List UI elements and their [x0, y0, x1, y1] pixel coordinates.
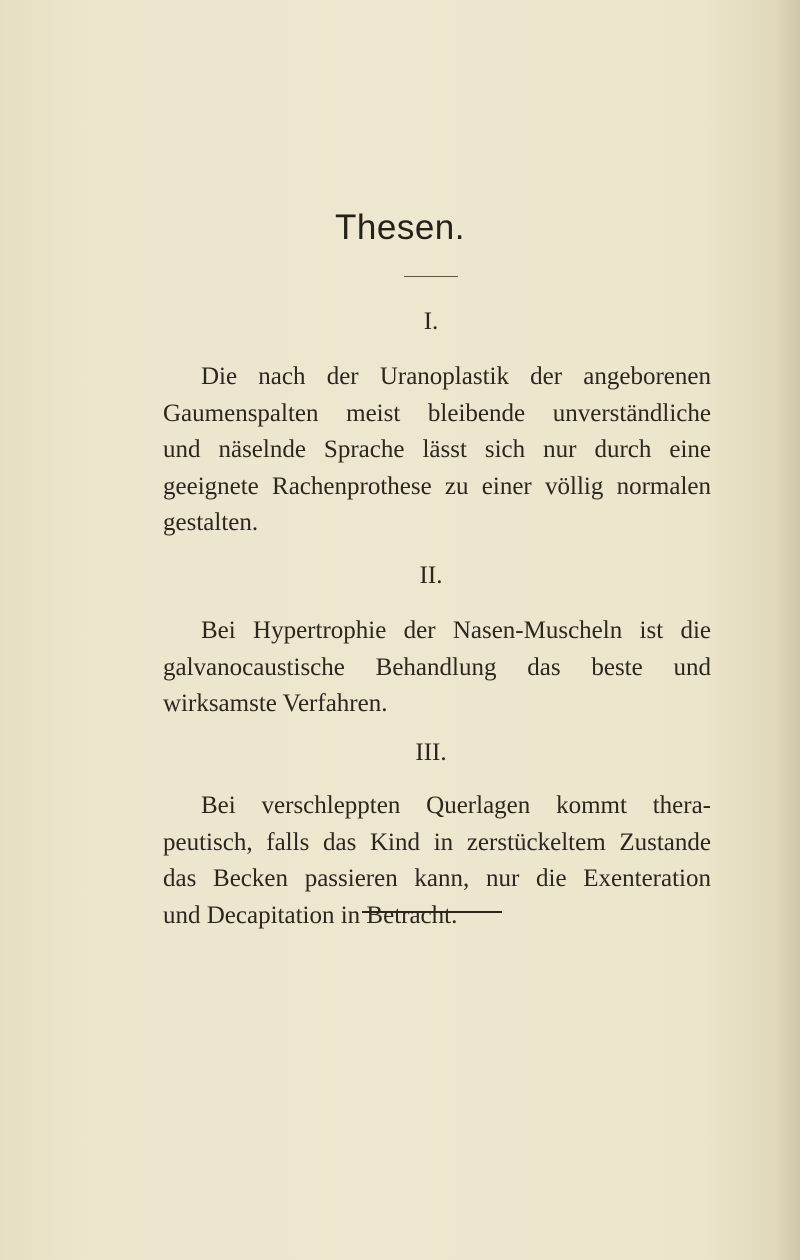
thesis-1-line-4: geeignete Rachenprothese zu einer völlig normalen [163, 472, 711, 500]
thesis-2-line-1: Bei Hypertrophie der Nasen-Muscheln ist die [201, 617, 711, 644]
thesis-1-line-2: Gaumenspalten meist bleibende unverständliche [163, 399, 711, 427]
thesis-2-numeral: II. [419, 562, 443, 589]
thesis-2-text [163, 613, 711, 723]
thesis-3-numeral: III. [415, 739, 447, 766]
thesis-3-line-2: peutisch, falls das Kind in zerstückeltem Zustande [163, 828, 711, 856]
thesis-1-numeral: I. [423, 308, 439, 335]
thesis-1-line-3: und näselnde Sprache lässt sich nur durch eine [163, 436, 711, 463]
thesis-3-line-3: das Becken passieren kann, nur die Exenteration [163, 865, 711, 892]
thesis-3-line-1: Bei verschleppten Querlagen kommt thera- [201, 792, 711, 819]
thesis-1-text [163, 359, 711, 542]
thesis-3-line-4: und Decapitation in Betracht. [163, 901, 458, 929]
thesis-2-line-2: galvanocaustische Behandlung das beste und [163, 653, 711, 681]
title-divider [404, 276, 458, 277]
end-divider [362, 911, 502, 913]
thesis-1-line-1: Die nach der Uranoplastik der angeborenen [201, 363, 711, 390]
thesis-1-line-5: gestalten. [163, 509, 259, 536]
thesis-2-line-3: wirksamste Verfahren. [163, 690, 388, 717]
page-title: Thesen. [335, 208, 465, 247]
